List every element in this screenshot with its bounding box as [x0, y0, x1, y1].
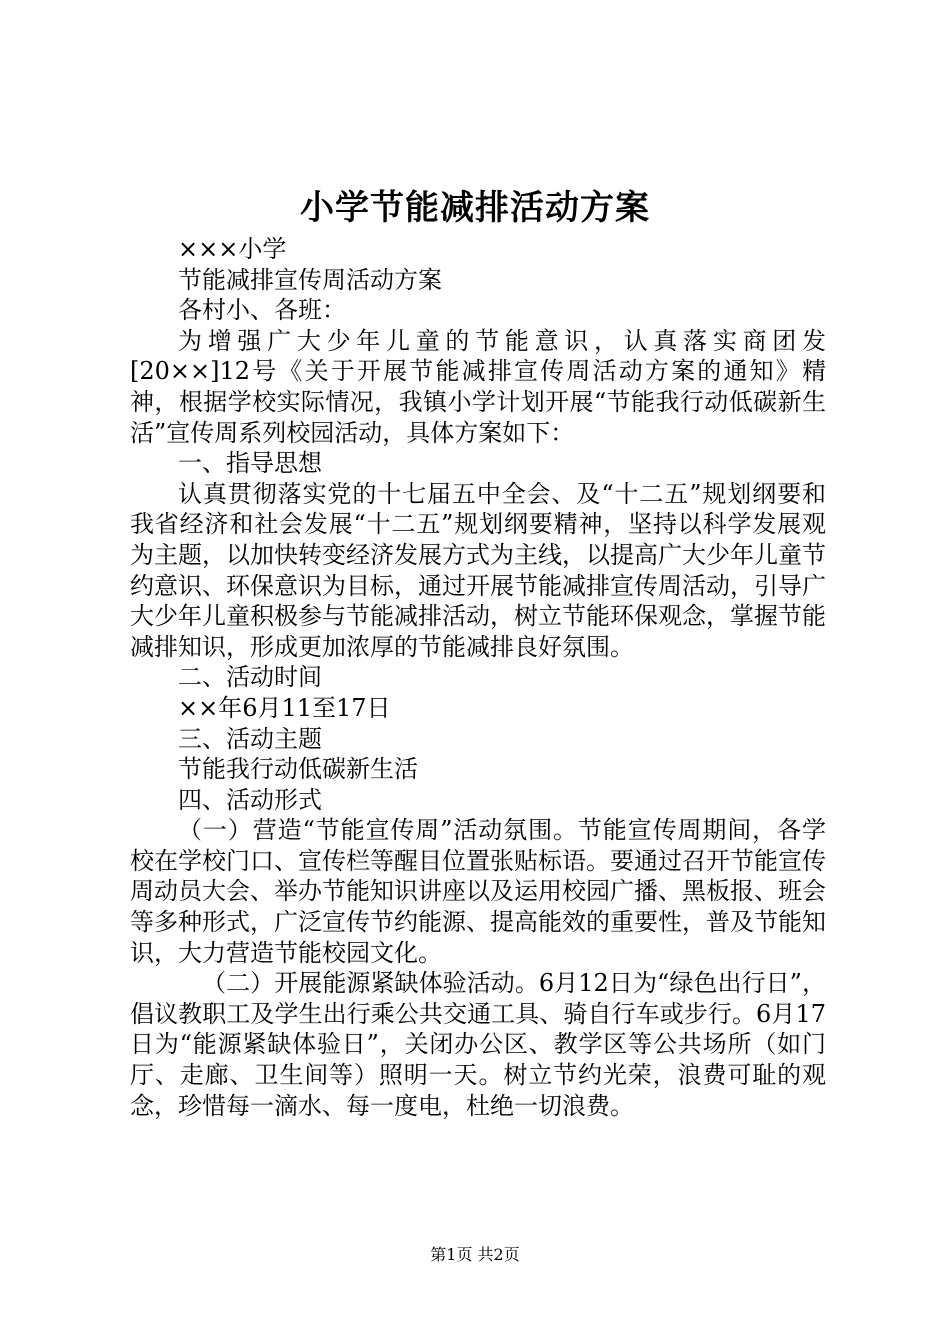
addressee: 各村小、各班：	[178, 296, 346, 325]
section-heading: 一、指导思想	[178, 449, 322, 478]
section-paragraph: 认真贯彻落实党的十七届五中全会、及“十二五”规划纲要和我省经济和社会发展“十二五”规划纲要精神，坚持以科学发展观为主题，以加快转变经济发展方式为主线，以提高广大少年儿童节约意识、环保意识为目标，通过开展节能减排宣传周活动，引导广大少年儿童积极参与节能减排活动，树立节能环保观念，掌握节能减排知识，形成更加浓厚的节能减排良好氛围。	[130, 479, 826, 661]
intro-paragraph: 为增强广大少年儿童的节能意识，认真落实商团发[20××]12号《关于开展节能减排宣传周活动方案的通知》精神，根据学校实际情况，我镇小学计划开展“节能我行动低碳新生活”宣传周系列校园活动，具体方案如下：	[130, 326, 826, 447]
page-number: 第1页 共2页	[430, 1245, 520, 1264]
list-item: （二）开展能源紧缺体验活动。6月12日为“绿色出行日”，倡议教职工及学生出行乘公共交通工具、骑自行车或步行。6月17日为“能源紧缺体验日”，关闭办公区、教学区等公共场所（如门厅、走廊、卫生间等）照明一天。树立节约光荣，浪费可耻的观念，珍惜每一滴水、每一度电，杜绝一切浪费。	[130, 969, 826, 1120]
school-name: ×××小学	[178, 235, 287, 263]
section-heading: 三、活动主题	[178, 724, 322, 753]
document-subtitle: 节能减排宣传周活动方案	[178, 265, 442, 294]
section-heading: 二、活动时间	[178, 663, 322, 692]
section-paragraph: ××年6月11至17日	[178, 693, 391, 722]
list-item: （一）营造“节能宣传周”活动氛围。节能宣传周期间，各学校在学校门口、宣传栏等醒目位置张贴标语。要通过召开节能宣传周动员大会、举办节能知识讲座以及运用校园广播、黑板报、班会等多种形式，广泛宣传节约能源、提高能效的重要性，普及节能知识，大力营造节能校园文化。	[130, 816, 826, 967]
document-title: 小学节能减排活动方案	[300, 188, 650, 228]
document-body	[130, 234, 826, 1121]
section-heading: 四、活动形式	[178, 785, 322, 814]
section-paragraph: 节能我行动低碳新生活	[178, 755, 418, 784]
